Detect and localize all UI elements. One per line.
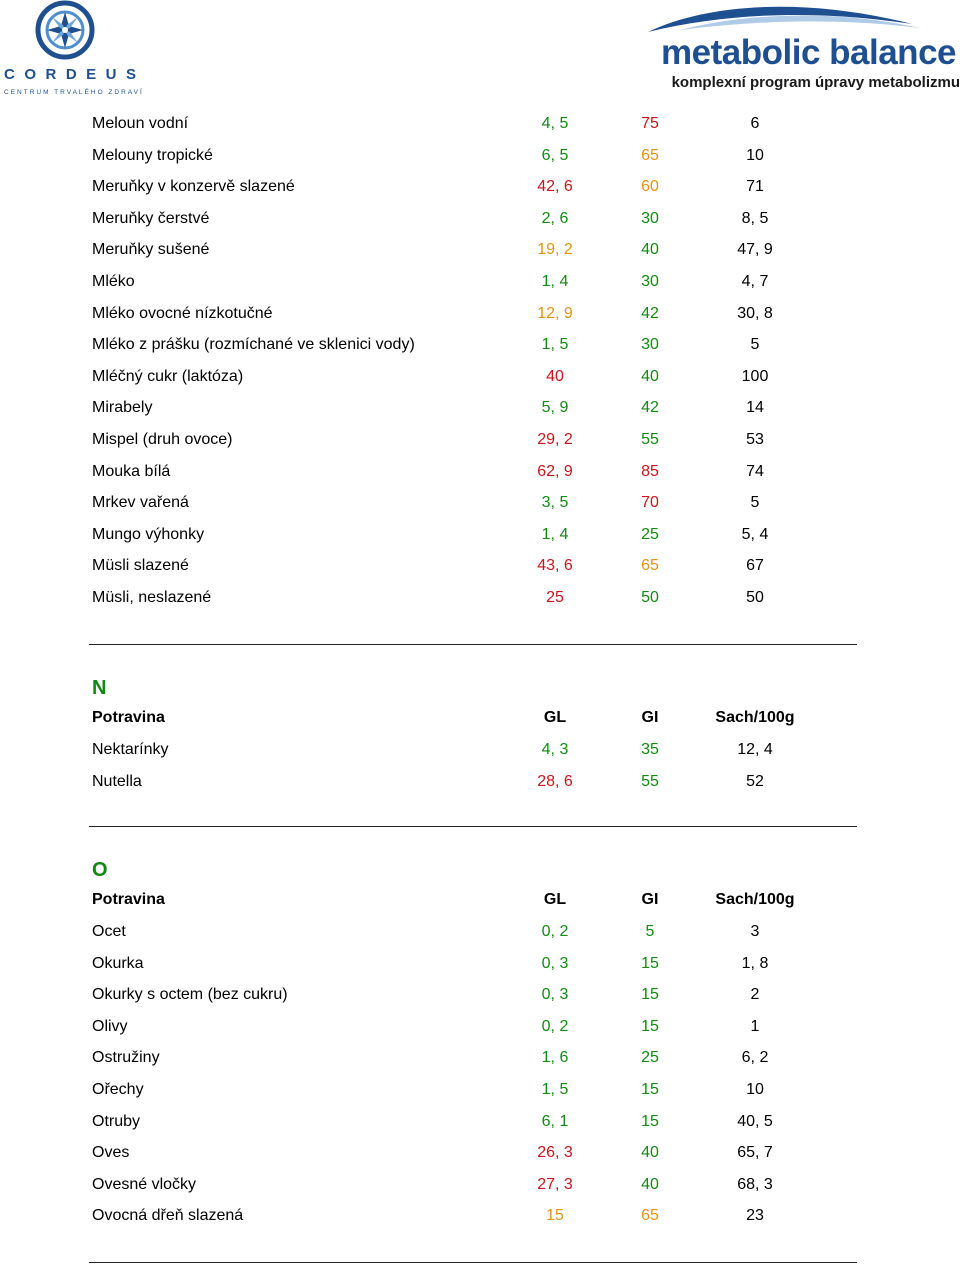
gi-value: 40 [641, 1144, 659, 1162]
gi-value: 35 [641, 741, 659, 758]
food-name: Mispel (druh ovoce) [92, 431, 233, 448]
gl-value: 0, 3 [541, 954, 569, 972]
food-name: Müsli slazené [92, 557, 189, 575]
gl-value: 5, 9 [541, 399, 569, 417]
carbs-value: 67 [746, 557, 764, 575]
gi-value: 65 [641, 1207, 659, 1225]
column-header-gl: GL [543, 891, 567, 908]
gi-value: 15 [641, 1112, 659, 1130]
gi-value: 55 [641, 772, 659, 790]
carbs-value: 6 [750, 115, 760, 132]
table-row [0, 920, 960, 944]
carbs-value: 5, 4 [741, 525, 769, 543]
gi-value: 30 [641, 273, 659, 290]
metabolic-balance-logo [640, 0, 960, 100]
food-name: Ořechy [92, 1081, 144, 1098]
cordeus-emblem-icon [25, 0, 105, 64]
column-header-gl: GL [543, 709, 567, 726]
carbs-value: 1, 8 [741, 954, 769, 972]
carbs-value: 65, 7 [737, 1144, 773, 1162]
gl-value: 2, 6 [541, 209, 569, 227]
carbs-value: 100 [741, 367, 769, 385]
gi-value: 60 [641, 178, 659, 196]
gl-value: 1, 4 [541, 525, 569, 543]
table-row [0, 491, 960, 515]
table-row [0, 770, 960, 794]
food-name: Mléko [92, 273, 135, 290]
carbs-value: 71 [746, 178, 764, 196]
carbs-value: 10 [746, 146, 764, 164]
section-divider [89, 826, 857, 827]
carbs-value: 74 [746, 462, 764, 480]
food-name: Mirabely [92, 399, 153, 417]
gl-value: 6, 1 [541, 1112, 569, 1130]
food-name: Okurky s octem (bez cukru) [92, 986, 288, 1004]
section-divider [89, 644, 857, 645]
food-name: Ocet [92, 923, 126, 940]
table-row [0, 523, 960, 547]
cordeus-brand-name: CORDEUS [4, 66, 146, 83]
table-row [0, 983, 960, 1007]
gl-value: 3, 5 [541, 494, 569, 512]
carbs-value: 6, 2 [741, 1049, 769, 1067]
gi-value: 42 [641, 399, 659, 417]
food-name: Nektarínky [92, 741, 169, 758]
carbs-value: 30, 8 [737, 304, 773, 322]
gi-value: 25 [641, 1049, 659, 1067]
table-row [0, 175, 960, 199]
gl-value: 1, 5 [541, 336, 569, 354]
gi-value: 85 [641, 462, 659, 480]
metabolic-balance-title: metabolic balance [661, 33, 956, 72]
section-divider [89, 1262, 857, 1263]
table-row [0, 1078, 960, 1102]
carbs-value: 3 [750, 923, 760, 940]
carbs-value: 68, 3 [737, 1175, 773, 1193]
carbs-value: 8, 5 [741, 209, 769, 227]
table-row [0, 586, 960, 610]
gl-value: 0, 3 [541, 986, 569, 1004]
gl-value: 42, 6 [537, 178, 573, 196]
gl-value: 29, 2 [537, 431, 573, 448]
table-header-row [0, 888, 960, 912]
section-letter-n: N [92, 677, 107, 699]
carbs-value: 40, 5 [737, 1112, 773, 1130]
gi-value: 42 [641, 304, 659, 322]
food-name: Mléčný cukr (laktóza) [92, 367, 244, 385]
food-name: Ovocná dřeň slazená [92, 1207, 244, 1225]
column-header-carbs: Sach/100g [715, 891, 795, 908]
food-name: Mouka bílá [92, 462, 171, 480]
gi-value: 30 [641, 336, 659, 354]
gi-value: 65 [641, 557, 659, 575]
gl-value: 28, 6 [537, 772, 573, 790]
column-header-food: Potravina [92, 709, 165, 726]
cordeus-logo [0, 0, 146, 100]
table-row [0, 302, 960, 326]
food-name: Mléko z prášku (rozmíchané ve sklenici vody) [92, 336, 415, 354]
table-row [0, 460, 960, 484]
food-name: Mungo výhonky [92, 525, 205, 543]
table-row [0, 1110, 960, 1134]
gi-value: 75 [641, 115, 659, 132]
gl-value: 26, 3 [537, 1144, 573, 1162]
carbs-value: 53 [746, 431, 764, 448]
table-row [0, 333, 960, 357]
gl-value: 25 [546, 589, 564, 606]
table-row [0, 1173, 960, 1197]
food-name: Olivy [92, 1017, 128, 1035]
table-row [0, 738, 960, 762]
table-row [0, 952, 960, 976]
table-row [0, 207, 960, 231]
gi-value: 15 [641, 1081, 659, 1098]
food-name: Melouny tropické [92, 146, 213, 164]
gi-value: 50 [641, 589, 659, 606]
food-name: Meruňky čerstvé [92, 209, 210, 227]
gi-value: 65 [641, 146, 659, 164]
table-row [0, 554, 960, 578]
cordeus-brand-subtitle: CENTRUM TRVALÉHO ZDRAVÍ [4, 89, 144, 96]
gl-value: 43, 6 [537, 557, 573, 575]
gl-value: 15 [546, 1207, 564, 1225]
gi-value: 25 [641, 525, 659, 543]
food-name: Ovesné vločky [92, 1175, 197, 1193]
carbs-value: 2 [750, 986, 760, 1004]
food-name: Meloun vodní [92, 115, 189, 132]
gl-value: 1, 6 [541, 1049, 569, 1067]
carbs-value: 12, 4 [737, 741, 773, 758]
carbs-value: 1 [750, 1017, 760, 1035]
gi-value: 30 [641, 209, 659, 227]
gl-value: 27, 3 [537, 1175, 573, 1193]
gl-value: 4, 5 [541, 115, 569, 132]
table-row [0, 396, 960, 420]
food-name: Okurka [92, 954, 144, 972]
gl-value: 0, 2 [541, 1017, 569, 1035]
food-name: Oves [92, 1144, 130, 1162]
carbs-value: 10 [746, 1081, 764, 1098]
food-name: Otruby [92, 1112, 141, 1130]
gi-value: 15 [641, 1017, 659, 1035]
carbs-value: 23 [746, 1207, 764, 1225]
table-row [0, 238, 960, 262]
carbs-value: 14 [746, 399, 764, 417]
gi-value: 40 [641, 241, 659, 259]
gi-value: 55 [641, 431, 659, 448]
gi-value: 15 [641, 954, 659, 972]
gi-value: 40 [641, 1175, 659, 1193]
gl-value: 0, 2 [541, 923, 569, 940]
table-row [0, 1015, 960, 1039]
table-row [0, 112, 960, 136]
gi-value: 15 [641, 986, 659, 1004]
food-name: Ostružiny [92, 1049, 160, 1067]
food-name: Mrkev vařená [92, 494, 189, 512]
table-row [0, 270, 960, 294]
table-header-row [0, 706, 960, 730]
gi-value: 5 [645, 923, 655, 940]
gl-value: 19, 2 [537, 241, 573, 259]
metabolic-balance-subtitle: komplexní program úpravy metabolizmu [671, 74, 960, 91]
carbs-value: 5 [750, 494, 760, 512]
table-row [0, 428, 960, 452]
gl-value: 1, 5 [541, 1081, 569, 1098]
table-row [0, 1046, 960, 1070]
carbs-value: 47, 9 [737, 241, 773, 259]
gi-value: 40 [641, 367, 659, 385]
carbs-value: 50 [746, 589, 764, 606]
carbs-value: 5 [750, 336, 760, 354]
column-header-food: Potravina [92, 891, 165, 908]
table-row [0, 1204, 960, 1228]
gl-value: 1, 4 [541, 273, 569, 290]
column-header-carbs: Sach/100g [715, 709, 795, 726]
table-row [0, 365, 960, 389]
table-row [0, 1141, 960, 1165]
food-name: Müsli, neslazené [92, 589, 212, 606]
food-name: Meruňky sušené [92, 241, 210, 259]
carbs-value: 52 [746, 772, 764, 790]
column-header-gi: GI [641, 709, 659, 726]
table-row [0, 144, 960, 168]
food-name: Mléko ovocné nízkotučné [92, 304, 273, 322]
food-name: Meruňky v konzervě slazené [92, 178, 295, 196]
gl-value: 6, 5 [541, 146, 569, 164]
gl-value: 4, 3 [541, 741, 569, 758]
carbs-value: 4, 7 [741, 273, 769, 290]
gl-value: 40 [546, 367, 564, 385]
food-name: Nutella [92, 772, 142, 790]
section-letter-o: O [92, 859, 108, 881]
column-header-gi: GI [641, 891, 659, 908]
gi-value: 70 [641, 494, 659, 512]
gl-value: 62, 9 [537, 462, 573, 480]
gl-value: 12, 9 [537, 304, 573, 322]
